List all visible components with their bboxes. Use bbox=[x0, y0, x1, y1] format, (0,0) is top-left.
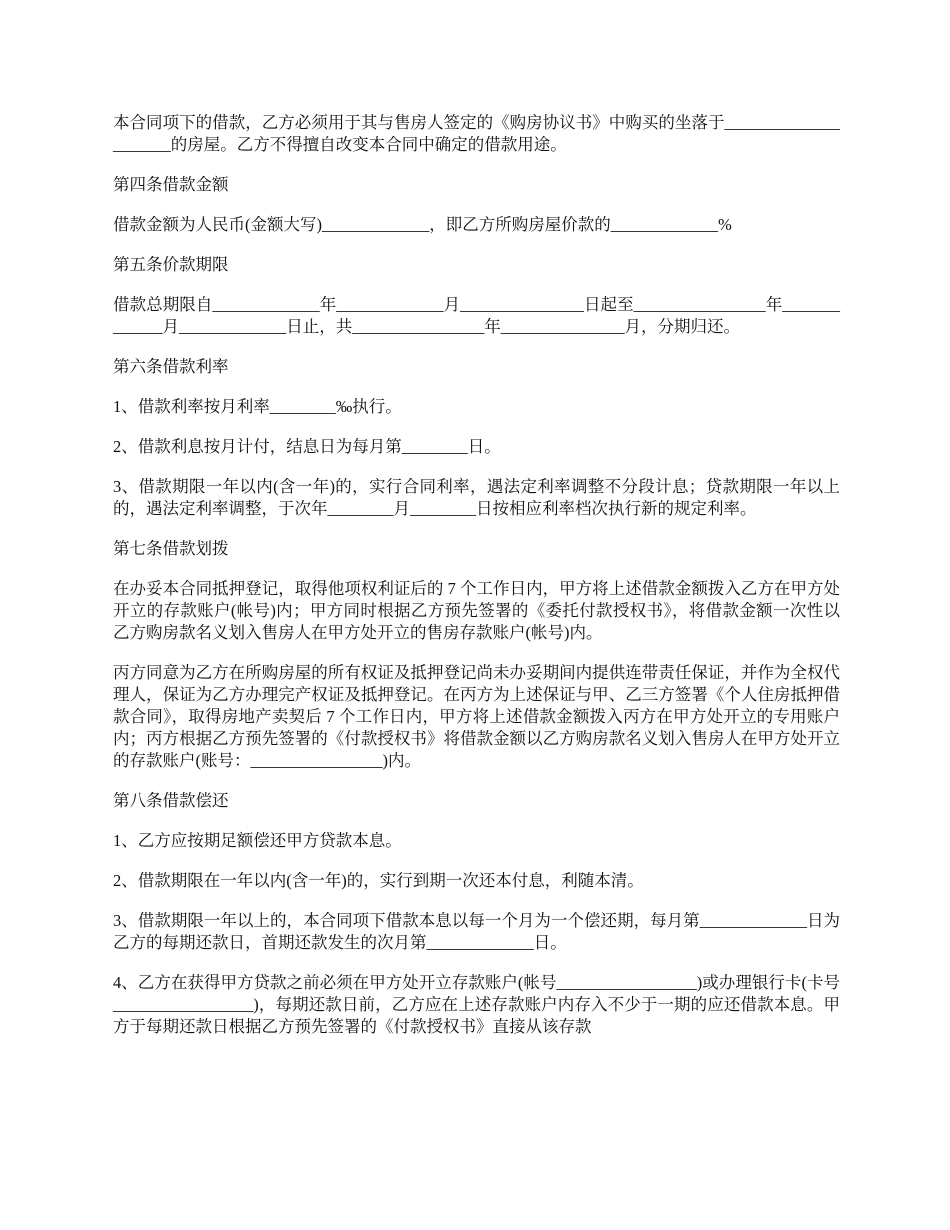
paragraph-loan-amount: 借款金额为人民币(金额大写)_____________，即乙方所购房屋价款的_____________% bbox=[113, 215, 732, 234]
paragraph-repayment-2: 2、借款期限在一年以内(含一年)的，实行到期一次还本付息，利随本清。 bbox=[113, 871, 644, 890]
heading-article-6: 第六条借款利率 bbox=[113, 357, 229, 376]
paragraph-interest-rate-2: 2、借款利息按月计付，结息日为每月第________日。 bbox=[113, 437, 501, 456]
paragraph-interest-rate-1: 1、借款利率按月利率________‰执行。 bbox=[113, 397, 402, 416]
heading-article-8: 第八条借款偿还 bbox=[113, 791, 229, 810]
heading-article-7: 第七条借款划拨 bbox=[113, 539, 229, 558]
paragraph-interest-rate-3: 3、借款期限一年以内(含一年)的，实行合同利率，遇法定利率调整不分段计息；贷款期限一年以上的，遇法定利率调整，于次年________月________日按相应利率档次执行新的规定利率。 bbox=[113, 477, 840, 518]
paragraph-repayment-1: 1、乙方应按期足额偿还甲方贷款本息。 bbox=[113, 831, 402, 850]
paragraph-loan-transfer-1: 在办妥本合同抵押登记，取得他项权利证后的 7 个工作日内，甲方将上述借款金额拨入乙方在甲方处开立的存款账户(帐号)内；甲方同时根据乙方预先签署的《委托付款授权书》，将借款金额一次性以乙方购房款名义划入售房人在甲方处开立的售房存款账户(帐号)内。 bbox=[113, 579, 840, 642]
heading-article-4: 第四条借款金额 bbox=[113, 175, 229, 194]
paragraph-repayment-4: 4、乙方在获得甲方贷款之前必须在甲方处开立存款账户(帐号_________________)或办理银行卡(卡号_________________)，每期还款日前，乙方应在上述存款账户内存入不少于一期的应还借款本息。甲方于每期还款日根据乙方预先签署的《付款授权书》直接从该存款 bbox=[113, 973, 840, 1036]
paragraph-repayment-3: 3、借款期限一年以上的，本合同项下借款本息以每一个月为一个偿还期，每月第_____________日为乙方的每期还款日，首期还款发生的次月第_____________日。 bbox=[113, 911, 840, 952]
document-page bbox=[113, 112, 840, 1056]
heading-article-5: 第五条价款期限 bbox=[113, 255, 229, 274]
paragraph-loan-transfer-2: 丙方同意为乙方在所购房屋的所有权证及抵押登记尚未办妥期间内提供连带责任保证，并作为全权代理人，保证为乙方办理完产权证及抵押登记。在丙方为上述保证与甲、乙三方签署《个人住房抵押借款合同》，取得房地产卖契后 7 个工作日内，甲方将上述借款金额拨入丙方在甲方处开立的专用账户内；丙方根据乙方预先签署的《付款授权书》将借款金额以乙方购房款名义划入售房人在甲方处开立的存款账户(账号：________________)内。 bbox=[113, 663, 840, 770]
paragraph-loan-purpose: 本合同项下的借款，乙方必须用于其与售房人签定的《购房协议书》中购买的坐落于_____________________的房屋。乙方不得擅自改变本合同中确定的借款用途。 bbox=[113, 113, 840, 154]
paragraph-loan-term: 借款总期限自_____________年_____________月_______________日起至________________年_____________月_____________日止，共________________年_______________月，分期归还。 bbox=[113, 295, 840, 336]
